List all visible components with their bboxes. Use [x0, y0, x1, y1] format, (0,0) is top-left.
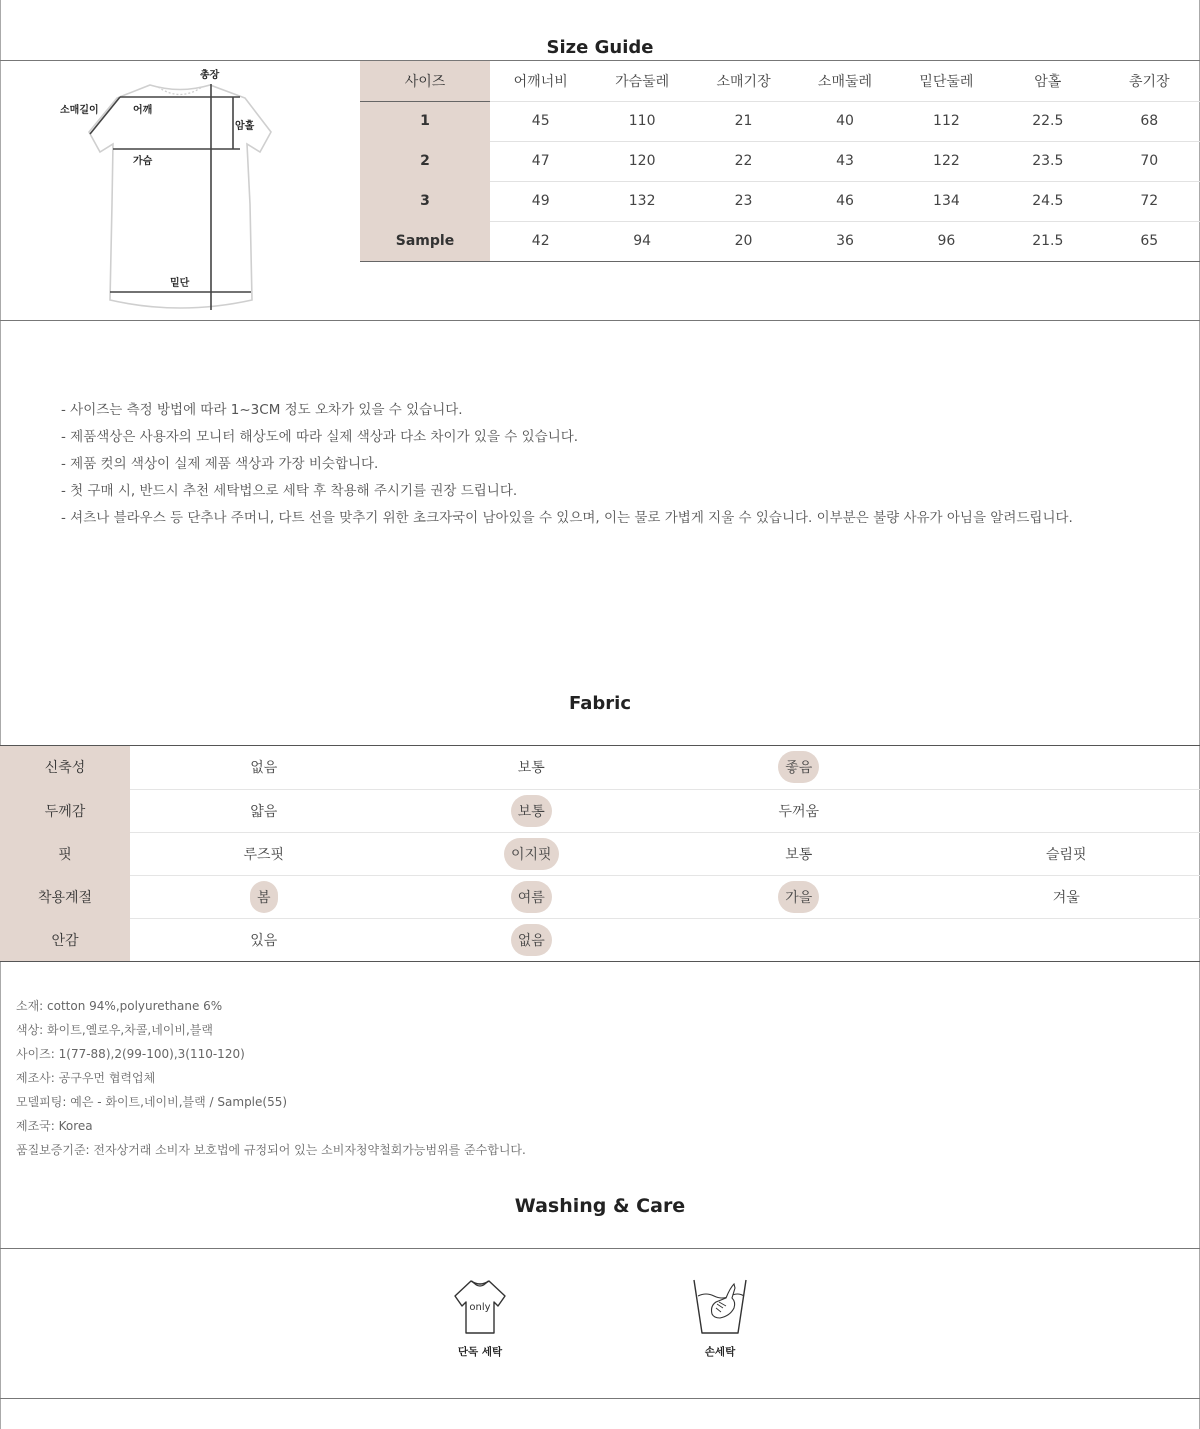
size-guide-title: Size Guide — [546, 37, 654, 58]
header-cell: 가슴둘레 — [591, 61, 692, 101]
table-cell: 70 — [1099, 141, 1200, 181]
table-cell: 120 — [591, 141, 692, 181]
fabric-option-selected: 보통 — [511, 795, 552, 827]
fabric-option-cell — [933, 832, 1200, 875]
fabric-row — [0, 918, 1200, 961]
table-cell: 49 — [490, 181, 591, 221]
spec-origin: 제조국: Korea — [16, 1119, 93, 1133]
header-cell: 암홀 — [997, 61, 1098, 101]
divider — [0, 1248, 1200, 1249]
header-cell: 사이즈 — [360, 61, 490, 101]
spec-colors: 색상: 화이트,옐로우,차콜,네이비,블랙 — [16, 1023, 213, 1037]
notice-list — [61, 397, 1073, 532]
size-label-cell: 2 — [360, 141, 490, 181]
table-cell: 96 — [896, 221, 997, 261]
care-item-separate-wash — [435, 1278, 525, 1359]
divider — [0, 1398, 1200, 1399]
notice-item: - 제품 컷의 색상이 실제 제품 색상과 가장 비슷합니다. — [61, 456, 379, 472]
fabric-option: 두꺼움 — [778, 803, 820, 820]
label-chest: 가슴 — [133, 156, 153, 167]
label-total-length: 총장 — [200, 70, 220, 81]
fabric-option: 없음 — [250, 760, 278, 777]
table-cell: 134 — [896, 181, 997, 221]
fabric-option: 루즈핏 — [243, 846, 285, 863]
fabric-option-cell — [130, 789, 398, 832]
spec-quality-assurance: 품질보증기준: 전자상거래 소비자 보호법에 규정되어 있는 소비자청약철회가능범위를 준수합니다. — [16, 1143, 526, 1157]
fabric-option-cell — [665, 789, 933, 832]
spec-manufacturer: 제조사: 공구우먼 협력업체 — [16, 1071, 156, 1085]
fabric-option-selected: 가을 — [778, 881, 819, 913]
notice-item: - 제품색상은 사용자의 모니터 해상도에 따라 실제 색상과 다소 차이가 있을 수 있습니다. — [61, 429, 579, 445]
only-text: only — [469, 1302, 491, 1313]
table-cell: 42 — [490, 221, 591, 261]
spec-material: 소재: cotton 94%,polyurethane 6% — [16, 999, 223, 1013]
table-cell: 20 — [693, 221, 794, 261]
table-cell: 43 — [794, 141, 895, 181]
table-row — [360, 221, 1200, 261]
fabric-option-selected: 여름 — [511, 881, 552, 913]
fabric-option-selected: 봄 — [250, 881, 278, 913]
fabric-option-cell — [398, 875, 666, 918]
header-cell: 소매기장 — [693, 61, 794, 101]
spec-model-fitting: 모델피팅: 예은 - 화이트,네이비,블랙 / Sample(55) — [16, 1095, 288, 1109]
divider — [0, 320, 1200, 321]
care-item-hand-wash — [675, 1278, 765, 1359]
table-cell: 21.5 — [997, 221, 1098, 261]
size-label-cell: Sample — [360, 221, 490, 261]
fabric-option: 슬림핏 — [1045, 846, 1087, 863]
table-row — [360, 181, 1200, 221]
label-hem: 밑단 — [170, 278, 190, 289]
fabric-option-cell — [933, 875, 1200, 918]
fabric-option-selected: 좋음 — [778, 751, 819, 783]
fabric-option: 보통 — [785, 846, 813, 863]
notice-item: - 셔츠나 블라우스 등 단추나 주머니, 다트 선을 맞추기 위한 초크자국이 남아있을 수 있으며, 이는 물로 가볍게 지울 수 있습니다. 이부분은 불량 사유가 아님을 알려드립니다. — [61, 510, 1073, 526]
fabric-option-cell — [130, 875, 398, 918]
table-cell: 122 — [896, 141, 997, 181]
label-sleeve-length: 소매길이 — [60, 105, 99, 116]
table-cell: 22 — [693, 141, 794, 181]
fabric-row-label: 안감 — [0, 918, 130, 961]
fabric-row — [0, 832, 1200, 875]
care-label: 단독 세탁 — [457, 1346, 503, 1358]
fabric-option-cell — [933, 789, 1200, 832]
fabric-title: Fabric — [569, 693, 631, 714]
fabric-option: 얇음 — [250, 803, 278, 820]
size-table — [360, 61, 1200, 262]
separate-wash-icon — [450, 1278, 510, 1336]
table-cell: 36 — [794, 221, 895, 261]
fabric-option-cell — [398, 746, 666, 789]
fabric-row-label: 핏 — [0, 832, 130, 875]
table-cell: 47 — [490, 141, 591, 181]
fabric-option: 있음 — [250, 932, 278, 949]
notice-item: - 첫 구매 시, 반드시 추천 세탁법으로 세탁 후 착용해 주시기를 권장 드립니다. — [61, 483, 518, 499]
fabric-option: 보통 — [517, 760, 545, 777]
table-cell: 23.5 — [997, 141, 1098, 181]
fabric-option-cell — [933, 918, 1200, 961]
fabric-option: 겨울 — [1052, 889, 1080, 906]
table-cell: 46 — [794, 181, 895, 221]
fabric-option-selected: 없음 — [511, 924, 552, 956]
table-cell: 112 — [896, 101, 997, 141]
care-label: 손세탁 — [704, 1346, 736, 1358]
fabric-row — [0, 875, 1200, 918]
fabric-option-cell — [933, 746, 1200, 789]
table-cell: 94 — [591, 221, 692, 261]
fabric-option-cell — [130, 746, 398, 789]
header-cell: 총기장 — [1099, 61, 1200, 101]
fabric-row — [0, 789, 1200, 832]
table-cell: 110 — [591, 101, 692, 141]
size-label-cell: 3 — [360, 181, 490, 221]
notice-item: - 사이즈는 측정 방법에 따라 1~3CM 정도 오차가 있을 수 있습니다. — [61, 402, 463, 418]
shirt-measurement-diagram — [55, 64, 285, 314]
table-cell: 21 — [693, 101, 794, 141]
fabric-row-label: 신축성 — [0, 746, 130, 789]
hand-wash-icon — [690, 1278, 750, 1336]
fabric-option-cell — [130, 918, 398, 961]
fabric-option-cell — [665, 746, 933, 789]
fabric-row — [0, 746, 1200, 789]
fabric-table — [0, 746, 1200, 962]
fabric-option-cell — [665, 918, 933, 961]
table-cell: 24.5 — [997, 181, 1098, 221]
washing-title: Washing & Care — [514, 1195, 686, 1217]
label-armhole: 암홀 — [235, 121, 255, 132]
table-row — [360, 101, 1200, 141]
fabric-option-cell — [130, 832, 398, 875]
fabric-option-cell — [665, 875, 933, 918]
size-label-cell: 1 — [360, 101, 490, 141]
label-shoulder: 어깨 — [133, 105, 153, 116]
table-cell: 23 — [693, 181, 794, 221]
table-cell: 22.5 — [997, 101, 1098, 141]
table-cell: 65 — [1099, 221, 1200, 261]
header-cell: 소매둘레 — [794, 61, 895, 101]
fabric-row-label: 두께감 — [0, 789, 130, 832]
table-row — [360, 141, 1200, 181]
fabric-option-cell — [398, 918, 666, 961]
header-cell: 밑단둘레 — [896, 61, 997, 101]
fabric-option-cell — [398, 789, 666, 832]
table-cell: 45 — [490, 101, 591, 141]
fabric-option-selected: 이지핏 — [504, 838, 559, 870]
fabric-option-cell — [665, 832, 933, 875]
header-cell: 어깨너비 — [490, 61, 591, 101]
table-cell: 72 — [1099, 181, 1200, 221]
table-cell: 132 — [591, 181, 692, 221]
size-table-header — [360, 61, 1200, 101]
fabric-row-label: 착용계절 — [0, 875, 130, 918]
table-cell: 40 — [794, 101, 895, 141]
spec-sizes: 사이즈: 1(77-88),2(99-100),3(110-120) — [16, 1047, 245, 1061]
fabric-option-cell — [398, 832, 666, 875]
table-cell: 68 — [1099, 101, 1200, 141]
product-specs — [16, 994, 526, 1162]
